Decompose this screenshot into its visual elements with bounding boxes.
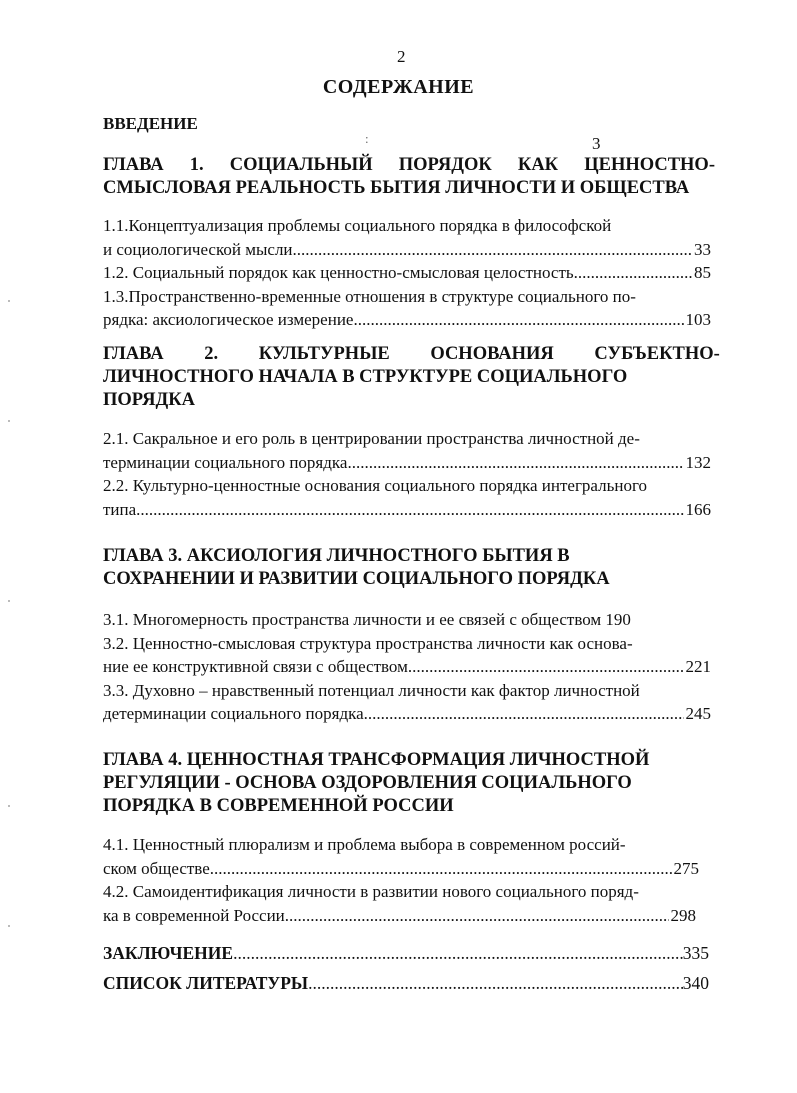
- toc-entry-text: типа: [103, 499, 137, 519]
- chapter-heading-line: ПОРЯДКА В СОВРЕМЕННОЙ РОССИИ: [103, 796, 454, 816]
- leader-dots: [364, 702, 684, 726]
- chapter-4-entries: [103, 833, 711, 927]
- toc-entry[interactable]: [103, 498, 711, 522]
- leader-dots: [210, 857, 672, 881]
- chapter-heading-word: 1.: [189, 155, 204, 175]
- intro-page-number: 3: [592, 134, 601, 153]
- chapter-1-heading: [103, 154, 715, 200]
- toc-entry-page: 132: [685, 452, 711, 472]
- scan-mark: [8, 420, 10, 422]
- bibliography-entry[interactable]: [103, 973, 709, 994]
- chapter-heading-word: КАК: [517, 155, 559, 175]
- toc-entry[interactable]: [103, 702, 711, 726]
- leader-dots: [353, 308, 683, 332]
- toc-entry-text: ка в современной России: [103, 905, 285, 925]
- toc-entry-text: терминации социального порядка: [103, 452, 348, 472]
- toc-entry-text: ние ее конструктивной связи с обществом: [103, 657, 408, 676]
- conclusion-label: ЗАКЛЮЧЕНИЕ: [103, 943, 234, 963]
- toc-entry-text: и социологической мысли: [103, 239, 293, 259]
- chapter-1-entries: [103, 214, 711, 332]
- chapter-heading-word: ЦЕННОСТНО-: [584, 155, 715, 175]
- toc-entry[interactable]: 2.2. Культурно-ценностные основания социального порядка интегрального: [103, 476, 647, 495]
- chapter-heading-line: СМЫСЛОВАЯ РЕАЛЬНОСТЬ БЫТИЯ ЛИЧНОСТИ И ОБЩЕСТВА: [103, 178, 690, 198]
- scan-mark: [8, 600, 10, 602]
- intro-heading: ВВЕДЕНИЕ: [103, 114, 198, 133]
- toc-entry-text: рядка: аксиологическое измерение: [103, 310, 354, 329]
- toc-entry[interactable]: [103, 655, 711, 679]
- page-title: СОДЕРЖАНИЕ: [322, 76, 475, 98]
- chapter-heading-line: СОХРАНЕНИИ И РАЗВИТИИ СОЦИАЛЬНОГО ПОРЯДКА: [103, 569, 610, 589]
- chapter-heading-line: ЛИЧНОСТНОГО НАЧАЛА В СТРУКТУРЕ СОЦИАЛЬНОГО: [103, 367, 628, 387]
- bibliography-label: СПИСОК ЛИТЕРАТУРЫ: [103, 973, 309, 993]
- toc-entry[interactable]: [103, 451, 711, 475]
- conclusion-entry[interactable]: [103, 943, 709, 964]
- conclusion-page: 335: [682, 943, 709, 963]
- chapter-heading-line: [103, 154, 715, 177]
- chapter-2-entries: [103, 427, 711, 521]
- scan-mark: [8, 805, 10, 807]
- scan-speck: :: [365, 131, 369, 146]
- chapter-heading-line: ПОРЯДКА: [103, 390, 196, 410]
- bibliography-page: 340: [682, 973, 709, 993]
- toc-entry[interactable]: 1.1.Концептуализация проблемы социального порядка в философской: [103, 216, 612, 235]
- scan-mark: [8, 925, 10, 927]
- toc-entry[interactable]: 4.2. Самоидентификация личности в развитии нового социального поряд-: [103, 882, 639, 901]
- leader-dots: [574, 261, 692, 285]
- chapter-3-entries: [103, 608, 711, 726]
- page-number: 2: [397, 47, 406, 66]
- toc-entry[interactable]: 1.3.Пространственно-временные отношения в структуре социального по-: [103, 286, 636, 306]
- toc-entry-page: 275: [673, 858, 699, 878]
- scan-mark: [8, 300, 10, 302]
- toc-entry[interactable]: [103, 904, 696, 928]
- toc-entry-page: 298: [670, 905, 696, 925]
- leader-dots: [233, 943, 683, 964]
- chapter-heading-word: ПОРЯДОК: [398, 155, 492, 175]
- chapter-heading-line: РЕГУЛЯЦИИ - ОСНОВА ОЗДОРОВЛЕНИЯ СОЦИАЛЬНОГО: [103, 773, 632, 793]
- toc-entry[interactable]: [103, 308, 711, 332]
- toc-entry-page: 245: [685, 704, 711, 723]
- leader-dots: [285, 904, 669, 928]
- toc-entry[interactable]: 3.2. Ценностно-смысловая структура пространства личности как основа-: [103, 633, 633, 653]
- toc-entry-page: 103: [685, 310, 711, 329]
- chapter-heading-line: ГЛАВА 3. АКСИОЛОГИЯ ЛИЧНОСТНОГО БЫТИЯ В: [103, 546, 570, 566]
- toc-entry[interactable]: [103, 261, 711, 285]
- leader-dots: [308, 973, 683, 994]
- toc-entry[interactable]: 2.1. Сакральное и его роль в центрировании пространства личностной де-: [103, 429, 640, 448]
- toc-entry-text: детерминации социального порядка: [103, 704, 364, 723]
- leader-dots: [347, 451, 683, 475]
- chapter-3-heading: [103, 545, 715, 591]
- toc-entry-page: 33: [694, 239, 711, 259]
- toc-entry-page: 85: [694, 263, 711, 282]
- leader-dots: [136, 498, 683, 522]
- leader-dots: [293, 238, 692, 262]
- toc-entry-text: 1.2. Социальный порядок как ценностно-смысловая целостность: [103, 263, 574, 282]
- toc-entry[interactable]: 3.3. Духовно – нравственный потенциал личности как фактор личностной: [103, 680, 640, 700]
- chapter-heading-word: ГЛАВА: [103, 155, 164, 175]
- chapter-4-heading: [103, 749, 715, 818]
- chapter-2-heading: [103, 343, 720, 412]
- chapter-heading-word: СОЦИАЛЬНЫЙ: [229, 155, 373, 175]
- chapter-heading-line: ГЛАВА 2. КУЛЬТУРНЫЕ ОСНОВАНИЯ СУБЪЕКТНО-: [103, 344, 720, 364]
- chapter-heading-line: ГЛАВА 4. ЦЕННОСТНАЯ ТРАНСФОРМАЦИЯ ЛИЧНОСТНОЙ: [103, 750, 650, 770]
- toc-entry-page: 166: [685, 499, 711, 519]
- toc-entry-text: ском обществе: [103, 858, 210, 878]
- toc-entry[interactable]: [103, 238, 711, 262]
- toc-entry[interactable]: 3.1. Многомерность пространства личности и ее связей с обществом 190: [103, 610, 631, 629]
- leader-dots: [408, 655, 684, 679]
- toc-entry[interactable]: 4.1. Ценностный плюрализм и проблема выбора в современном россий-: [103, 835, 626, 854]
- toc-entry-page: 221: [685, 657, 711, 676]
- toc-entry[interactable]: [103, 857, 699, 881]
